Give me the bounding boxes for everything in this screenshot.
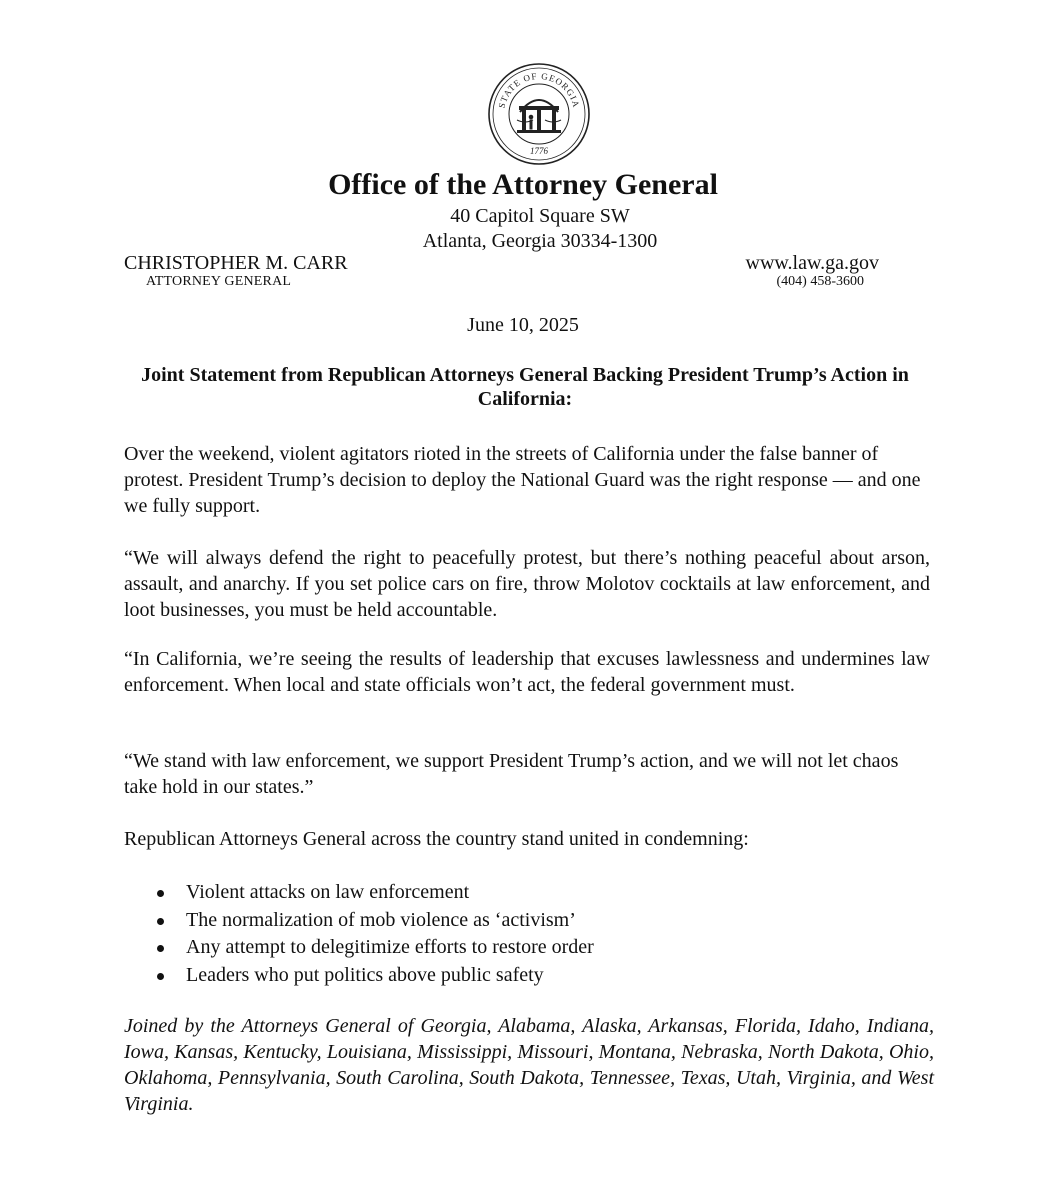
bullet-icon [157, 918, 164, 925]
svg-text:1776: 1776 [530, 146, 548, 156]
address-line-2: Atlanta, Georgia 30334-1300 [422, 230, 658, 252]
bullet-icon [157, 945, 164, 952]
bullet-icon [157, 890, 164, 897]
address-line-1: 40 Capitol Square SW [450, 205, 630, 227]
office-title: Office of the Attorney General [328, 168, 718, 201]
list-item [124, 907, 930, 935]
list-item-text: Violent attacks on law enforcement [186, 881, 470, 903]
paragraph-2: “We will always defend the right to peacefully protest, but there’s nothing peaceful about arson, assault, and anarchy. If you set police cars on fire, throw Molotov cocktails at law enforcement, and loot businesses, you must be held accountable. [124, 547, 930, 621]
website-link[interactable]: www.law.ga.gov [745, 252, 879, 274]
svg-text:STATE OF GEORGIA: STATE OF GEORGIA [496, 70, 582, 110]
paragraph-4: “We stand with law enforcement, we support President Trump’s action, and we will not let chaos take hold in our states.” [124, 750, 899, 798]
paragraph-5: Republican Attorneys General across the country stand united in condemning: [124, 828, 749, 850]
list-item [124, 934, 930, 962]
paragraph-1: Over the weekend, violent agitators rioted in the streets of California under the false banner of protest. President Trump’s decision to deploy the National Guard was the right response — and one we fully support. [124, 443, 921, 517]
georgia-state-seal-icon [487, 62, 591, 166]
list-item [124, 879, 930, 907]
list-item-text: Any attempt to delegitimize efforts to restore order [186, 936, 594, 958]
bullet-icon [157, 973, 164, 980]
paragraph-3: “In California, we’re seeing the results of leadership that excuses lawlessness and undermines law enforcement. When local and state officials won’t act, the federal government must. [124, 648, 930, 696]
attorney-general-name: CHRISTOPHER M. CARR [124, 252, 348, 274]
condemnation-list [124, 879, 930, 989]
statement-headline: Joint Statement from Republican Attorneys General Backing President Trump’s Action in California: [141, 364, 909, 410]
list-item-text: The normalization of mob violence as ‘activism’ [186, 908, 576, 931]
list-item-text: Leaders who put politics above public safety [186, 963, 544, 986]
phone-number: (404) 458-3600 [776, 274, 864, 289]
attorney-general-title: ATTORNEY GENERAL [146, 274, 292, 289]
joined-states-statement: Joined by the Attorneys General of Georgia, Alabama, Alaska, Arkansas, Florida, Idaho, Indiana, Iowa, Kansas, Kentucky, Louisiana, Mississippi, Missouri, Montana, Nebraska, North Dakota, Ohio, Oklahoma, Pennsylvania, South Carolina, South Dakota, Tennessee, Texas, Utah, Virginia, and West Virginia. [124, 1015, 934, 1115]
list-item [124, 962, 930, 990]
release-date: June 10, 2025 [467, 314, 579, 336]
